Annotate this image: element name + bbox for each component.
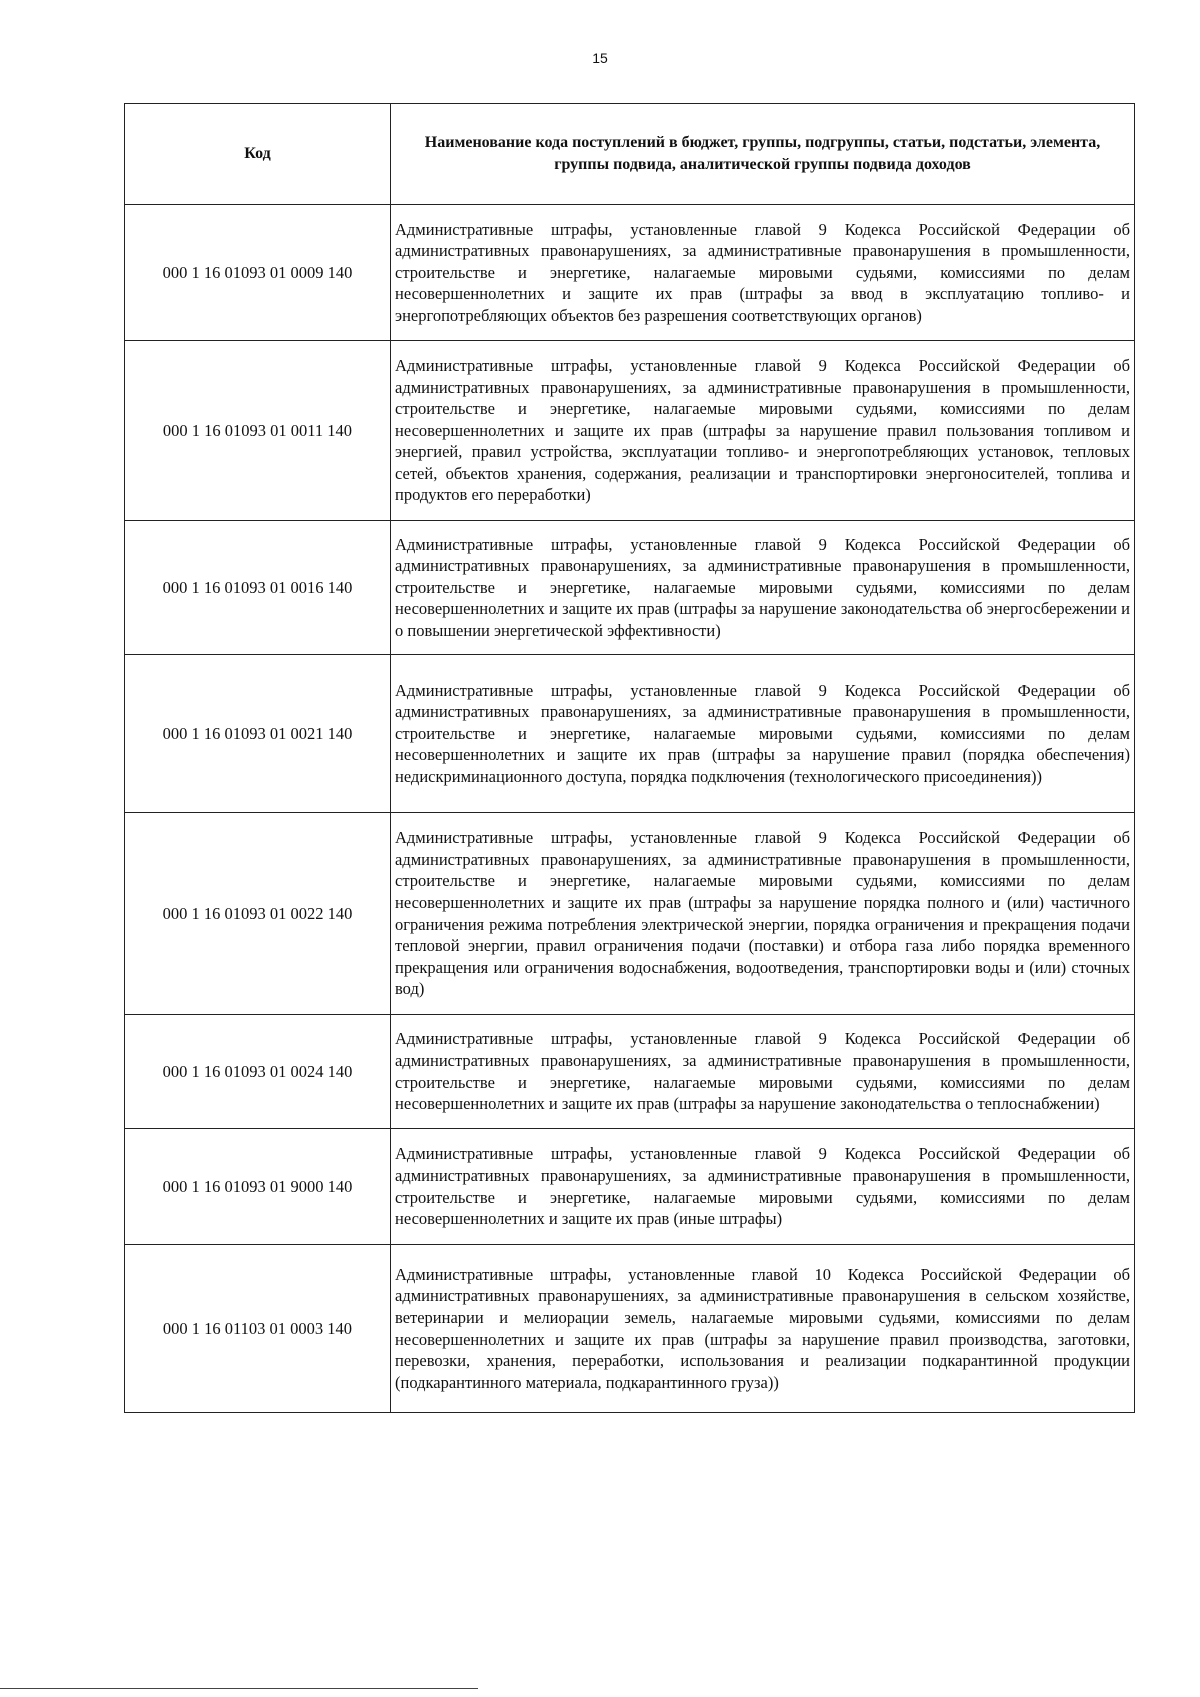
row-code: 000 1 16 01093 01 0016 140	[125, 521, 391, 655]
table-row	[125, 655, 1135, 813]
row-code: 000 1 16 01093 01 9000 140	[125, 1129, 391, 1245]
table-row	[125, 1015, 1135, 1129]
row-description: Административные штрафы, установленные главой 9 Кодекса Российской Федерации об административных правонарушениях, за административные правонарушения в промышленности, строительстве и энергетике, налагаемые мировыми судьями, комиссиями по делам несовершеннолетних и защите их прав (штрафы за нарушение правил (порядка обеспечения) недискриминационного доступа, порядка подключения (технологического присоединения))	[391, 655, 1135, 813]
row-code: 000 1 16 01093 01 0024 140	[125, 1015, 391, 1129]
row-code: 000 1 16 01103 01 0003 140	[125, 1245, 391, 1413]
row-code: 000 1 16 01093 01 0021 140	[125, 655, 391, 813]
table-row	[125, 341, 1135, 521]
header-code: Код	[125, 104, 391, 205]
row-description: Административные штрафы, установленные главой 9 Кодекса Российской Федерации об административных правонарушениях, за административные правонарушения в промышленности, строительстве и энергетике, налагаемые мировыми судьями, комиссиями по делам несовершеннолетних и защите их прав (штрафы за нарушение порядка полного и (или) частичного ограничения режима потребления электрической энергии, порядка ограничения и прекращения подачи тепловой энергии, правил ограничения подачи (поставки) и отбора газа либо порядка временного прекращения или ограничения водоснабжения, водоотведения, транспортировки воды и (или) сточных вод)	[391, 813, 1135, 1015]
row-code: 000 1 16 01093 01 0011 140	[125, 341, 391, 521]
row-description: Административные штрафы, установленные главой 9 Кодекса Российской Федерации об административных правонарушениях, за административные правонарушения в промышленности, строительстве и энергетике, налагаемые мировыми судьями, комиссиями по делам несовершеннолетних и защите их прав (штрафы за нарушение законодательства о теплоснабжении)	[391, 1015, 1135, 1129]
revenue-codes-table	[124, 103, 1135, 1413]
table-row	[125, 1129, 1135, 1245]
table-row	[125, 813, 1135, 1015]
row-description: Административные штрафы, установленные главой 10 Кодекса Российской Федерации об административных правонарушениях, за административные правонарушения в сельском хозяйстве, ветеринарии и мелиорации земель, налагаемые мировыми судьями, комиссиями по делам несовершеннолетних и защите их прав (штрафы за нарушение правил производства, заготовки, перевозки, хранения, переработки, использования и реализации подкарантинной продукции (подкарантинного материала, подкарантинного груза))	[391, 1245, 1135, 1413]
header-description: Наименование кода поступлений в бюджет, группы, подгруппы, статьи, подстатьи, элемента, группы подвида, аналитической группы подвида доходов	[391, 104, 1135, 205]
bottom-rule	[0, 1688, 478, 1689]
row-description: Административные штрафы, установленные главой 9 Кодекса Российской Федерации об административных правонарушениях, за административные правонарушения в промышленности, строительстве и энергетике, налагаемые мировыми судьями, комиссиями по делам несовершеннолетних и защите их прав (иные штрафы)	[391, 1129, 1135, 1245]
row-code: 000 1 16 01093 01 0009 140	[125, 205, 391, 341]
row-code: 000 1 16 01093 01 0022 140	[125, 813, 391, 1015]
row-description: Административные штрафы, установленные главой 9 Кодекса Российской Федерации об административных правонарушениях, за административные правонарушения в промышленности, строительстве и энергетике, налагаемые мировыми судьями, комиссиями по делам несовершеннолетних и защите их прав (штрафы за нарушение законодательства об энергосбережении и о повышении энергетической эффективности)	[391, 521, 1135, 655]
page-number: 15	[592, 50, 608, 66]
table-row	[125, 1245, 1135, 1413]
table-row	[125, 205, 1135, 341]
table-row	[125, 521, 1135, 655]
row-description: Административные штрафы, установленные главой 9 Кодекса Российской Федерации об административных правонарушениях, за административные правонарушения в промышленности, строительстве и энергетике, налагаемые мировыми судьями, комиссиями по делам несовершеннолетних и защите их прав (штрафы за ввод в эксплуатацию топливо- и энергопотребляющих объектов без разрешения соответствующих органов)	[391, 205, 1135, 341]
row-description: Административные штрафы, установленные главой 9 Кодекса Российской Федерации об административных правонарушениях, за административные правонарушения в промышленности, строительстве и энергетике, налагаемые мировыми судьями, комиссиями по делам несовершеннолетних и защите их прав (штрафы за нарушение правил пользования топливом и энергией, правил устройства, эксплуатации топливо- и энергопотребляющих установок, тепловых сетей, объектов хранения, содержания, реализации и транспортировки энергоносителей, топлива и продуктов его переработки)	[391, 341, 1135, 521]
table-header-row	[125, 104, 1135, 205]
